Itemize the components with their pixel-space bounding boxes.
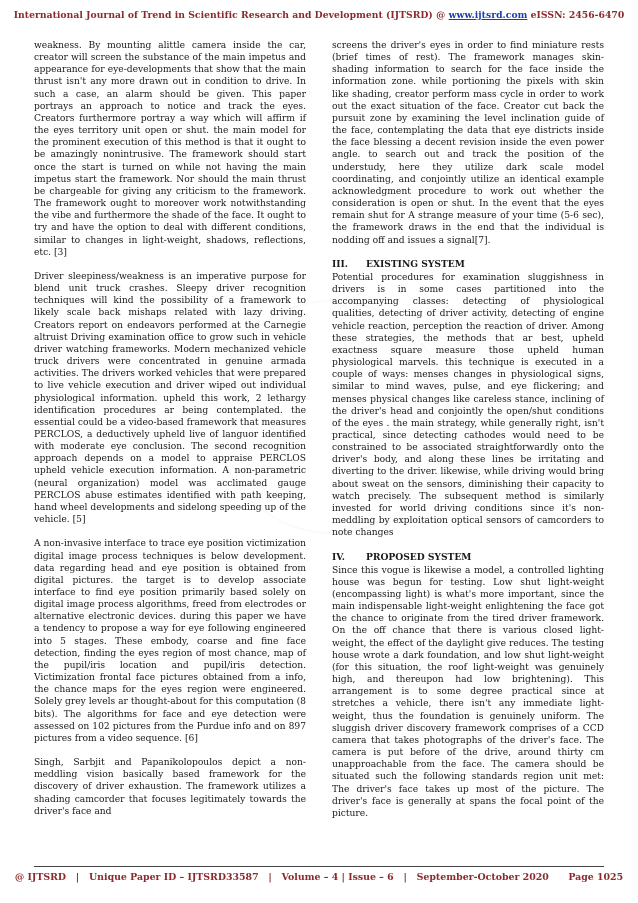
journal-url-link[interactable]: www.ijtsrd.com: [448, 10, 528, 21]
paragraph: weakness. By mounting alittle camera inside the car, creator will screen the substance of the main impetus and appearance for eye-developments that show that the main thrust isn't any more drawn out in condition to drive. In such a case, an alarm should be given. This paper portrays an approach to notice and track the eyes. Creators furthermore portray a way which will affirm if the eyes territory unit open or shut. the main model for the prominent execution of this method is that it ought to be amazingly nonintrusive. The framework should start once the start is turned on while not having the main impetus start the framework. Nor should the main thrust be chargeable for giving any criticism to the framework. The framework ought to moreover work notwithstanding the vibe and furthermore the shade of the face. It ought to try and have the option to deal with different conditions, similar to changes in light-weight, shadows, reflections, etc. [3]: [34, 41, 306, 258]
journal-header: [0, 10, 638, 21]
right-column: [332, 40, 604, 832]
paragraph: Driver sleepiness/weakness is an imperative purpose for blend unit truck crashes. Sleepy driver recognition techniques will kind the possibility of a framework to likely scale back mishaps related with lazy driving. Creators report on endeavors performed at the Carnegie altruist Driving examination office to grow such in vehicle driver watching frameworks. Modern mechanized vehicle truck drivers were concentrated in genuine armada activities. The drivers worked vehicles that were prepared to live vehicle execution and driver wiped out individual physiological information. upheld this work, 2 lethargy identification procedures ar being contemplated. the essential could be a video-based framework that measures PERCLOS, a deductively upheld live of languor identified with moderate eye conclusion. The second recognition approach depends on a model to appraise PERCLOS upheld vehicle execution information. A non-parametric (neural organization) model was acclimated gauge PERCLOS abuse estimates identified with path keeping, hand wheel developments and sidelong speeding up of the vehicle. [5]: [34, 271, 306, 526]
section-title: PROPOSED SYSTEM: [366, 551, 472, 563]
section-number: III.: [332, 258, 348, 270]
section-title: EXISTING SYSTEM: [366, 258, 465, 270]
section-heading-proposed-system: [332, 552, 604, 564]
paragraph: Since this vogue is likewise a model, a controlled lighting house was begun for testing. Low shut light-weight (encompassing light) is what's more important, since the main indispensable light-weight enlightening the face got the chance to originate from the tired driver framework. On the off chance that there is various closed light-weight, the effect of the daylight give reduces. The testing house wrote a dark foundation, and low shut light-weight (for this situation, the roof light-weight was genuinely high, and thereupon had low brightening). This arrangement is to some degree practical since at stretches a vehicle, there isn't any immediate light-weight, thus the foundation is genuinely uniform. The sluggish driver discovery framework comprises of a CCD camera that takes photographs of the driver's face. The camera is put before of the drive, around thirty cm unapproachable from the face. The camera should be situated such the following standards region unit met: The driver's face takes up most of the picture. The driver's face is generally at spans the focal point of the picture.: [332, 565, 604, 819]
footer-divider: [34, 866, 604, 867]
section-number: IV.: [332, 551, 345, 563]
paragraph: Singh, Sarbjit and Papanikolopoulos depict a non-meddling vision basically based framework for the discovery of driver exhaustion. The framework utilizes a shading camcorder that focuses legitimately towards the driver's face and: [34, 758, 306, 817]
paragraph: A non-invasive interface to trace eye position victimization digital image process techniques is below development. data regarding head and eye position is obtained from digital pictures. the target is to develop associate interface to find eye position primarily based solely on digital image process algorithms, freed from electrodes or alternative electronic devices. during this paper we have a tendency to propose a way for eye following engineered into 5 stages. These embody, coarse and fine face detection, finding the eyes region of most chance, map of the pupil/iris location and pupil/iris detection. Victimization frontal face pictures obtained from a info, the chance maps for the eyes region were engineered. Solely grey levels ar thought-about for this computation (8 bits). The algorithms for face and eye detection were assessed on 102 pictures from the Purdue info and on 897 pictures from a video sequence. [6]: [34, 539, 306, 744]
paragraph: screens the driver's eyes in order to find miniature rests (brief times of rest). The framework manages skin-shading information to search for the face inside the information zone. while portioning the pixels with skin like shading, creator perform mass cycle in order to work out the exact situation of the face. Creator cut back the pursuit zone by examining the level inclination guide of the face, contemplating the data that eye districts inside the face blessing a decent revision inside the even power angle. to search out and track the position of the understudy, here they utilize dark scale model coordinating, and conjointly utilize an identical example acknowledgment procedure to work out whether the consideration is open or shut. In the event that the eyes remain shut for A strange measure of your time (5-6 sec), the framework draws in the end that the individual is nodding off and issues a signal[7].: [332, 41, 604, 246]
paragraph: Potential procedures for examination sluggishness in drivers is in some cases partitioned into the accompanying classes: detecting of physiological qualities, detecting of driver activity, detecting of engine vehicle reaction, perception the reaction of driver. Among these strategies, the methods that ar best, upheld exactness square measure those upheld human physiological marvels. this technique is executed in a couple of ways: menses changes in physiological signs, similar to mind waves, pulse, and eye flickering; and menses physical changes like careless stance, inclining of the driver's head and conjointly the open/shut conditions of the eyes . the main strategy, while generally right, isn't practical, since detecting cathodes would need to be constrained to be associated straightforwardly onto the driver's body, and along these lines be irritating and diverting to the driver. likewise, while driving would bring about sweat on the sensors, diminishing their capacity to watch precisely. The subsequent method is similarly invested for world driving conditions since it's non-meddling by exploitation optical sensors of camcorders to note changes: [332, 272, 604, 539]
left-column: [34, 40, 306, 830]
section-heading-existing-system: [332, 259, 604, 271]
page-footer: @ IJTSRD | Unique Paper ID – IJTSRD33587 | Volume – 4 | Issue – 6 | September-October 2020 Page 1025: [14, 872, 624, 883]
journal-issn: eISSN: 2456-6470: [527, 10, 625, 21]
journal-title: International Journal of Trend in Scientific Research and Development (IJTSRD) @: [13, 10, 449, 21]
